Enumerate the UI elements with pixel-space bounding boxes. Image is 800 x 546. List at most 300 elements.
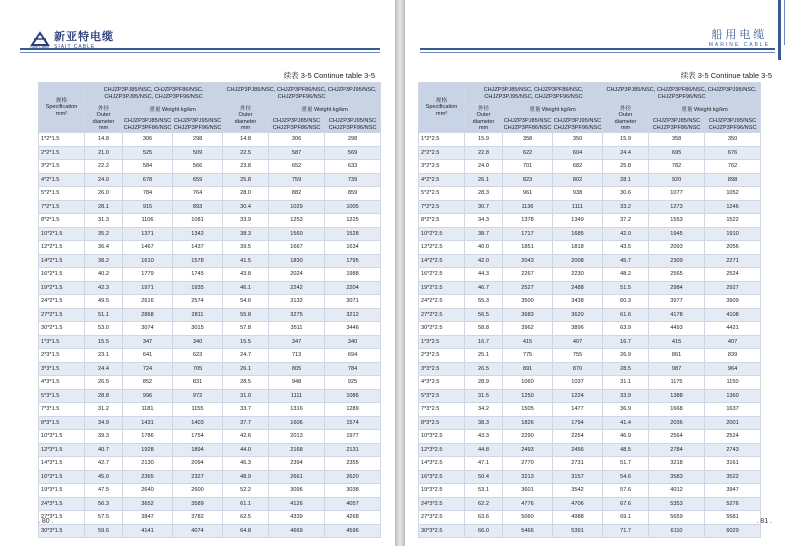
logo-text-cn: 新亚特电缆 bbox=[54, 30, 114, 43]
value-cell: 358 bbox=[503, 133, 553, 147]
value-cell: 407 bbox=[705, 335, 761, 349]
spec-cell: 3*3*2.5 bbox=[419, 362, 465, 376]
value-cell: 1388 bbox=[649, 389, 705, 403]
value-cell: 25.8 bbox=[223, 173, 269, 187]
value-cell: 48.5 bbox=[603, 443, 649, 457]
spec-cell: 5*2*2.5 bbox=[419, 187, 465, 201]
table-row bbox=[419, 160, 761, 174]
spec-cell: 16*3*1.5 bbox=[39, 470, 85, 484]
value-cell: 2271 bbox=[705, 254, 761, 268]
value-cell: 42.7 bbox=[85, 457, 123, 471]
value-cell: 40.2 bbox=[85, 268, 123, 282]
weight1-header: CHJZP3PJ85/NSC CHJZP3PF86/NSC bbox=[649, 117, 705, 133]
value-cell: 3213 bbox=[503, 470, 553, 484]
table-row bbox=[39, 376, 381, 390]
table-row bbox=[419, 133, 761, 147]
value-cell: 4776 bbox=[503, 497, 553, 511]
spec-cell: 8*2*2.5 bbox=[419, 214, 465, 228]
value-cell: 1894 bbox=[173, 443, 223, 457]
value-cell: 2024 bbox=[269, 268, 325, 282]
od-header: 外径 Outer diameter mm bbox=[603, 105, 649, 133]
spec-cell: 14*3*1.5 bbox=[39, 457, 85, 471]
value-cell: 30.4 bbox=[223, 200, 269, 214]
table-caption: 续表 3-5 Continue table 3-5 bbox=[680, 71, 772, 80]
spec-cell: 30*2*2.5 bbox=[419, 322, 465, 336]
value-cell: 415 bbox=[649, 335, 705, 349]
value-cell: 1818 bbox=[553, 241, 603, 255]
group2-header: CHJZP3PJ85/NSC, CHJZP3PF86/NSC, CHJZP3PJ95/NSC, CHJZP3PF96/NSC bbox=[603, 83, 761, 105]
spec-cell: 5*3*2.5 bbox=[419, 389, 465, 403]
value-cell: 1574 bbox=[325, 416, 381, 430]
value-cell: 739 bbox=[325, 173, 381, 187]
table-row bbox=[419, 146, 761, 160]
value-cell: 66.0 bbox=[465, 524, 503, 538]
value-cell: 2527 bbox=[503, 281, 553, 295]
table-row bbox=[39, 457, 381, 471]
value-cell: 53.1 bbox=[465, 484, 503, 498]
value-cell: 64.8 bbox=[223, 524, 269, 538]
table-row bbox=[39, 173, 381, 187]
value-cell: 2984 bbox=[649, 281, 705, 295]
value-cell: 1745 bbox=[173, 268, 223, 282]
value-cell: 1637 bbox=[705, 403, 761, 417]
spec-cell: 19*3*2.5 bbox=[419, 484, 465, 498]
value-cell: 2394 bbox=[269, 457, 325, 471]
table-row bbox=[39, 308, 381, 322]
table-row bbox=[39, 389, 381, 403]
weight2-header: CHJZP3PJ95/NSC CHJZP3PF96/NSC bbox=[173, 118, 222, 131]
spec-cell: 27*2*1.5 bbox=[39, 308, 85, 322]
value-cell: 1910 bbox=[705, 227, 761, 241]
value-cell: 46.1 bbox=[223, 281, 269, 295]
value-cell: 3074 bbox=[123, 322, 173, 336]
value-cell: 2327 bbox=[173, 470, 223, 484]
spec-cell: 7*2*2.5 bbox=[419, 200, 465, 214]
value-cell: 67.6 bbox=[603, 497, 649, 511]
value-cell: 63.6 bbox=[465, 511, 503, 525]
value-cell: 2743 bbox=[705, 443, 761, 457]
spec-cell: 12*3*2.5 bbox=[419, 443, 465, 457]
header-rule-thin bbox=[420, 52, 775, 53]
value-cell: 5060 bbox=[503, 511, 553, 525]
value-cell: 1273 bbox=[649, 200, 705, 214]
group1-header: CHJZP3PJ85/NSC, CHJZP3PF86/NSC, CHJZP3PJ95/NSC, CHJZP3PF96/NSC bbox=[85, 83, 223, 105]
value-cell: 3212 bbox=[325, 308, 381, 322]
value-cell: 24.4 bbox=[85, 362, 123, 376]
value-cell: 1360 bbox=[705, 389, 761, 403]
value-cell: 870 bbox=[553, 362, 603, 376]
value-cell: 22.5 bbox=[223, 146, 269, 160]
spec-header: 规格 Specification mm² bbox=[419, 83, 465, 133]
value-cell: 1786 bbox=[123, 430, 173, 444]
table-row bbox=[39, 470, 381, 484]
value-cell: 298 bbox=[325, 133, 381, 147]
table-row bbox=[39, 160, 381, 174]
value-cell: 1754 bbox=[173, 430, 223, 444]
value-cell: 1086 bbox=[325, 389, 381, 403]
value-cell: 2043 bbox=[503, 254, 553, 268]
value-cell: 1795 bbox=[325, 254, 381, 268]
value-cell: 3132 bbox=[269, 295, 325, 309]
table-row bbox=[419, 322, 761, 336]
value-cell: 1316 bbox=[269, 403, 325, 417]
value-cell: 4141 bbox=[123, 524, 173, 538]
spec-cell: 4*3*1.5 bbox=[39, 376, 85, 390]
value-cell: 3847 bbox=[123, 511, 173, 525]
value-cell: 2927 bbox=[705, 281, 761, 295]
value-cell: 1578 bbox=[173, 254, 223, 268]
spec-cell: 5*2*1.5 bbox=[39, 187, 85, 201]
spec-header: 规格 Specification mm² bbox=[39, 83, 85, 133]
table-row bbox=[419, 254, 761, 268]
value-cell: 28.5 bbox=[603, 362, 649, 376]
value-cell: 3909 bbox=[705, 295, 761, 309]
table-row bbox=[39, 268, 381, 282]
spec-cell: 19*2*2.5 bbox=[419, 281, 465, 295]
value-cell: 61.6 bbox=[603, 308, 649, 322]
value-cell: 4178 bbox=[649, 308, 705, 322]
value-cell: 1037 bbox=[553, 376, 603, 390]
value-cell: 4421 bbox=[705, 322, 761, 336]
book-gutter bbox=[395, 0, 405, 546]
spec-cell: 2*2*2.5 bbox=[419, 146, 465, 160]
value-cell: 14.8 bbox=[85, 133, 123, 147]
value-cell: 2564 bbox=[649, 430, 705, 444]
value-cell: 51.1 bbox=[85, 308, 123, 322]
value-cell: 1794 bbox=[553, 416, 603, 430]
value-cell: 1667 bbox=[269, 241, 325, 255]
value-cell: 623 bbox=[173, 349, 223, 363]
value-cell: 1052 bbox=[705, 187, 761, 201]
value-cell: 3620 bbox=[553, 308, 603, 322]
value-cell: 724 bbox=[123, 362, 173, 376]
value-cell: 3589 bbox=[173, 497, 223, 511]
value-cell: 1150 bbox=[705, 376, 761, 390]
table-row bbox=[419, 200, 761, 214]
value-cell: 45.0 bbox=[85, 470, 123, 484]
value-cell: 60.3 bbox=[603, 295, 649, 309]
value-cell: 676 bbox=[705, 146, 761, 160]
value-cell: 4012 bbox=[649, 484, 705, 498]
value-cell: 31.5 bbox=[465, 389, 503, 403]
corner-decoration-icon bbox=[778, 0, 792, 60]
value-cell: 40.0 bbox=[465, 241, 503, 255]
value-cell: 5466 bbox=[503, 524, 553, 538]
table-row bbox=[419, 524, 761, 538]
value-cell: 1988 bbox=[325, 268, 381, 282]
spec-cell: 4*2*1.5 bbox=[39, 173, 85, 187]
value-cell: 44.3 bbox=[465, 268, 503, 282]
spec-cell: 10*2*1.5 bbox=[39, 227, 85, 241]
logo-text-en: SIAIT CABLE bbox=[54, 44, 96, 50]
value-cell: 1560 bbox=[269, 227, 325, 241]
value-cell: 6029 bbox=[705, 524, 761, 538]
weight1-header: CHJZP3PJ85/NSC CHJZP3PF86/NSC bbox=[123, 118, 172, 131]
value-cell: 775 bbox=[503, 349, 553, 363]
value-cell: 622 bbox=[503, 146, 553, 160]
table-row bbox=[39, 146, 381, 160]
value-cell: 525 bbox=[123, 146, 173, 160]
value-cell: 764 bbox=[173, 187, 223, 201]
weight2-header: CHJZP3PJ95/NSC CHJZP3PF96/NSC bbox=[553, 118, 602, 131]
table-row bbox=[419, 362, 761, 376]
value-cell: 755 bbox=[553, 349, 603, 363]
value-cell: 55.8 bbox=[223, 308, 269, 322]
value-cell: 33.9 bbox=[223, 214, 269, 228]
spec-cell: 27*2*2.5 bbox=[419, 308, 465, 322]
value-cell: 1668 bbox=[649, 403, 705, 417]
spec-cell: 3*3*1.5 bbox=[39, 362, 85, 376]
spec-cell: 19*3*1.5 bbox=[39, 484, 85, 498]
value-cell: 38.2 bbox=[85, 254, 123, 268]
spec-cell: 16*2*2.5 bbox=[419, 268, 465, 282]
value-cell: 2013 bbox=[269, 430, 325, 444]
value-cell: 14.8 bbox=[223, 133, 269, 147]
value-cell: 1935 bbox=[173, 281, 223, 295]
table-row bbox=[419, 484, 761, 498]
value-cell: 28.1 bbox=[85, 200, 123, 214]
weight-header: 重量 Weight kg/km bbox=[123, 105, 223, 117]
value-cell: 972 bbox=[173, 389, 223, 403]
value-cell: 2130 bbox=[123, 457, 173, 471]
spec-cell: 2*3*2.5 bbox=[419, 349, 465, 363]
value-cell: 1081 bbox=[173, 214, 223, 228]
value-cell: 1634 bbox=[325, 241, 381, 255]
table-row bbox=[39, 349, 381, 363]
value-cell: 1528 bbox=[325, 227, 381, 241]
spec-cell: 14*3*2.5 bbox=[419, 457, 465, 471]
table-row bbox=[419, 389, 761, 403]
value-cell: 45.7 bbox=[603, 254, 649, 268]
brand-title bbox=[709, 26, 770, 48]
spec-cell: 12*2*1.5 bbox=[39, 241, 85, 255]
value-cell: 1945 bbox=[649, 227, 705, 241]
spec-cell: 1*3*1.5 bbox=[39, 335, 85, 349]
value-cell: 805 bbox=[269, 362, 325, 376]
value-cell: 24.0 bbox=[465, 160, 503, 174]
value-cell: 678 bbox=[123, 173, 173, 187]
value-cell: 306 bbox=[269, 133, 325, 147]
value-cell: 1826 bbox=[503, 416, 553, 430]
value-cell: 55.3 bbox=[465, 295, 503, 309]
value-cell: 52.2 bbox=[223, 484, 269, 498]
value-cell: 5659 bbox=[649, 511, 705, 525]
value-cell: 15.5 bbox=[223, 335, 269, 349]
value-cell: 350 bbox=[705, 133, 761, 147]
value-cell: 3962 bbox=[503, 322, 553, 336]
value-cell: 762 bbox=[705, 160, 761, 174]
value-cell: 1610 bbox=[123, 254, 173, 268]
table-row bbox=[419, 241, 761, 255]
value-cell: 4268 bbox=[325, 511, 381, 525]
value-cell: 51.5 bbox=[603, 281, 649, 295]
table-row bbox=[39, 241, 381, 255]
table-row bbox=[39, 254, 381, 268]
value-cell: 1971 bbox=[123, 281, 173, 295]
value-cell: 1155 bbox=[173, 403, 223, 417]
value-cell: 604 bbox=[553, 146, 603, 160]
table-row bbox=[39, 430, 381, 444]
value-cell: 938 bbox=[553, 187, 603, 201]
table-row bbox=[39, 484, 381, 498]
value-cell: 407 bbox=[553, 335, 603, 349]
value-cell: 1522 bbox=[705, 214, 761, 228]
value-cell: 694 bbox=[325, 349, 381, 363]
group2-header: CHJZP3PJ85/NSC, CHJZP3PF86/NSC, CHJZP3PJ95/NSC, CHJZP3PF96/NSC bbox=[223, 83, 381, 105]
value-cell: 1111 bbox=[269, 389, 325, 403]
value-cell: 306 bbox=[123, 133, 173, 147]
value-cell: 831 bbox=[173, 376, 223, 390]
value-cell: 1779 bbox=[123, 268, 173, 282]
value-cell: 509 bbox=[173, 146, 223, 160]
table-row bbox=[39, 200, 381, 214]
value-cell: 36.9 bbox=[603, 403, 649, 417]
table-body bbox=[419, 133, 761, 538]
spec-cell: 24*2*1.5 bbox=[39, 295, 85, 309]
value-cell: 24.4 bbox=[603, 146, 649, 160]
weight2-header: CHJZP3PJ95/NSC CHJZP3PF96/NSC bbox=[325, 117, 381, 133]
value-cell: 1977 bbox=[325, 430, 381, 444]
value-cell: 42.0 bbox=[465, 254, 503, 268]
table-row bbox=[419, 376, 761, 390]
spec-cell: 8*3*1.5 bbox=[39, 416, 85, 430]
spec-cell: 10*2*2.5 bbox=[419, 227, 465, 241]
value-cell: 44.0 bbox=[223, 443, 269, 457]
value-cell: 33.2 bbox=[603, 200, 649, 214]
value-cell: 41.4 bbox=[603, 416, 649, 430]
value-cell: 566 bbox=[173, 160, 223, 174]
value-cell: 38.3 bbox=[465, 416, 503, 430]
value-cell: 26.5 bbox=[85, 376, 123, 390]
value-cell: 1477 bbox=[553, 403, 603, 417]
od-header: 外径 Outer diameter mm bbox=[465, 105, 503, 133]
value-cell: 2355 bbox=[325, 457, 381, 471]
table-row bbox=[419, 173, 761, 187]
value-cell: 33.7 bbox=[223, 403, 269, 417]
value-cell: 57.5 bbox=[85, 511, 123, 525]
value-cell: 920 bbox=[649, 173, 705, 187]
value-cell: 34.3 bbox=[465, 214, 503, 228]
spec-cell: 2*2*1.5 bbox=[39, 146, 85, 160]
value-cell: 3500 bbox=[503, 295, 553, 309]
value-cell: 2254 bbox=[553, 430, 603, 444]
weight1-header: CHJZP3PJ85/NSC CHJZP3PF86/NSC bbox=[269, 117, 325, 133]
value-cell: 4669 bbox=[269, 524, 325, 538]
value-cell: 2640 bbox=[123, 484, 173, 498]
value-cell: 30.6 bbox=[603, 187, 649, 201]
value-cell: 347 bbox=[123, 335, 173, 349]
value-cell: 34.9 bbox=[85, 416, 123, 430]
value-cell: 15.5 bbox=[85, 335, 123, 349]
spec-cell: 10*3*1.5 bbox=[39, 430, 85, 444]
spec-table bbox=[418, 82, 761, 538]
table-row bbox=[39, 403, 381, 417]
table-caption: 续表 3-5 Continue table 3-5 bbox=[283, 71, 375, 80]
value-cell: 22.2 bbox=[85, 160, 123, 174]
spec-cell: 14*2*1.5 bbox=[39, 254, 85, 268]
value-cell: 3161 bbox=[705, 457, 761, 471]
value-cell: 42.6 bbox=[223, 430, 269, 444]
value-cell: 2309 bbox=[649, 254, 705, 268]
value-cell: 31.2 bbox=[85, 403, 123, 417]
table-row bbox=[419, 430, 761, 444]
value-cell: 3522 bbox=[705, 470, 761, 484]
table-row bbox=[419, 268, 761, 282]
value-cell: 5276 bbox=[705, 497, 761, 511]
spec-cell: 30*2*1.5 bbox=[39, 322, 85, 336]
value-cell: 1250 bbox=[503, 389, 553, 403]
table-row bbox=[419, 497, 761, 511]
value-cell: 2036 bbox=[649, 416, 705, 430]
value-cell: 33.9 bbox=[603, 389, 649, 403]
value-cell: 21.0 bbox=[85, 146, 123, 160]
value-cell: 26.1 bbox=[223, 362, 269, 376]
value-cell: 4988 bbox=[553, 511, 603, 525]
value-cell: 58.8 bbox=[465, 322, 503, 336]
value-cell: 340 bbox=[325, 335, 381, 349]
value-cell: 38.3 bbox=[223, 227, 269, 241]
table-row bbox=[419, 470, 761, 484]
value-cell: 347 bbox=[269, 335, 325, 349]
od-header: 外径 Outer diameter mm bbox=[85, 105, 123, 133]
value-cell: 996 bbox=[123, 389, 173, 403]
value-cell: 31.0 bbox=[223, 389, 269, 403]
spec-table bbox=[38, 82, 381, 538]
spec-cell: 30*3*2.5 bbox=[419, 524, 465, 538]
spec-cell: 3*2*2.5 bbox=[419, 160, 465, 174]
value-cell: 4057 bbox=[325, 497, 381, 511]
value-cell: 57.6 bbox=[603, 484, 649, 498]
value-cell: 63.9 bbox=[603, 322, 649, 336]
table-row bbox=[39, 335, 381, 349]
value-cell: 26.9 bbox=[603, 349, 649, 363]
value-cell: 48.9 bbox=[223, 470, 269, 484]
value-cell: 2093 bbox=[649, 241, 705, 255]
spec-cell: 16*3*2.5 bbox=[419, 470, 465, 484]
value-cell: 46.7 bbox=[465, 281, 503, 295]
value-cell: 35.2 bbox=[85, 227, 123, 241]
value-cell: 1029 bbox=[269, 200, 325, 214]
value-cell: 4126 bbox=[269, 497, 325, 511]
value-cell: 839 bbox=[705, 349, 761, 363]
value-cell: 1175 bbox=[649, 376, 705, 390]
value-cell: 705 bbox=[173, 362, 223, 376]
value-cell: 48.2 bbox=[603, 268, 649, 282]
value-cell: 43.5 bbox=[603, 241, 649, 255]
value-cell: 852 bbox=[123, 376, 173, 390]
value-cell: 46.3 bbox=[223, 457, 269, 471]
value-cell: 16.7 bbox=[603, 335, 649, 349]
spec-cell: 19*2*1.5 bbox=[39, 281, 85, 295]
value-cell: 2784 bbox=[649, 443, 705, 457]
value-cell: 31.1 bbox=[603, 376, 649, 390]
value-cell: 2008 bbox=[553, 254, 603, 268]
value-cell: 37.2 bbox=[603, 214, 649, 228]
value-cell: 3015 bbox=[173, 322, 223, 336]
value-cell: 54.6 bbox=[223, 295, 269, 309]
value-cell: 587 bbox=[269, 146, 325, 160]
value-cell: 898 bbox=[705, 173, 761, 187]
value-cell: 3157 bbox=[553, 470, 603, 484]
page-number: . 81 . bbox=[756, 518, 772, 525]
value-cell: 915 bbox=[123, 200, 173, 214]
value-cell: 2204 bbox=[325, 281, 381, 295]
value-cell: 2131 bbox=[325, 443, 381, 457]
value-cell: 641 bbox=[123, 349, 173, 363]
value-cell: 1060 bbox=[503, 376, 553, 390]
value-cell: 701 bbox=[503, 160, 553, 174]
spec-cell: 30*3*1.5 bbox=[39, 524, 85, 538]
